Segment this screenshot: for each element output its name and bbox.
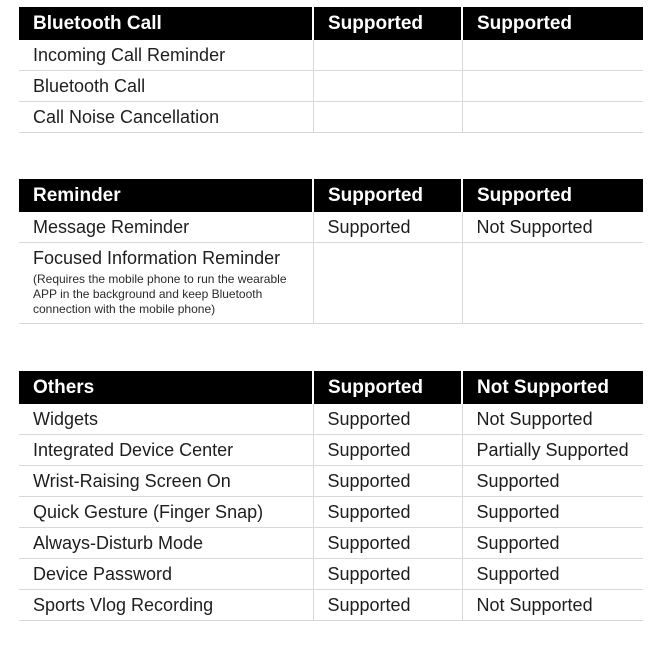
column-header: Supported — [313, 371, 462, 404]
feature-name: Quick Gesture (Finger Snap) — [19, 497, 313, 528]
others-table — [19, 371, 643, 621]
feature-name: Message Reminder — [19, 212, 313, 243]
feature-name: Integrated Device Center — [19, 435, 313, 466]
support-value — [462, 71, 643, 102]
support-value: Not Supported — [462, 212, 643, 243]
support-value — [313, 102, 462, 133]
feature-name: Wrist-Raising Screen On — [19, 466, 313, 497]
table-row — [19, 102, 643, 133]
support-value: Supported — [462, 497, 643, 528]
support-value — [462, 102, 643, 133]
feature-name-with-note — [19, 243, 313, 324]
column-header: Not Supported — [462, 371, 643, 404]
table-row — [19, 71, 643, 102]
support-value: Supported — [313, 404, 462, 435]
support-value — [313, 71, 462, 102]
feature-note: (Requires the mobile phone to run the wearable APP in the background and keep Bluetooth connection with the mobile phone) — [33, 272, 287, 316]
table-row — [19, 404, 643, 435]
column-header: Supported — [313, 179, 462, 212]
table-row — [19, 528, 643, 559]
table-row — [19, 212, 643, 243]
support-value: Supported — [313, 212, 462, 243]
support-value: Supported — [313, 466, 462, 497]
support-value — [462, 40, 643, 71]
table-row — [19, 590, 643, 621]
support-value: Partially Supported — [462, 435, 643, 466]
column-header: Supported — [462, 7, 643, 40]
support-value — [313, 243, 462, 324]
feature-name: Device Password — [19, 559, 313, 590]
support-value: Supported — [462, 466, 643, 497]
table-header-row — [19, 179, 643, 212]
reminder-table — [19, 179, 643, 324]
support-value — [462, 243, 643, 324]
table-header-row — [19, 7, 643, 40]
support-value: Supported — [313, 528, 462, 559]
column-header: Supported — [462, 179, 643, 212]
support-value: Supported — [462, 559, 643, 590]
table-row — [19, 243, 643, 324]
section-title: Others — [19, 371, 313, 404]
bluetooth-call-table — [19, 7, 643, 133]
column-header: Supported — [313, 7, 462, 40]
table-row — [19, 435, 643, 466]
support-value: Supported — [313, 435, 462, 466]
table-row — [19, 559, 643, 590]
feature-name: Bluetooth Call — [19, 71, 313, 102]
table-row — [19, 497, 643, 528]
feature-name: Call Noise Cancellation — [19, 102, 313, 133]
feature-name: Focused Information Reminder — [33, 248, 281, 268]
feature-name: Widgets — [19, 404, 313, 435]
support-value: Supported — [313, 497, 462, 528]
support-value: Supported — [313, 559, 462, 590]
feature-name: Incoming Call Reminder — [19, 40, 313, 71]
support-value: Supported — [313, 590, 462, 621]
section-title: Bluetooth Call — [19, 7, 313, 40]
support-value: Not Supported — [462, 590, 643, 621]
section-title: Reminder — [19, 179, 313, 212]
support-value: Supported — [462, 528, 643, 559]
support-value — [313, 40, 462, 71]
table-row — [19, 40, 643, 71]
feature-name: Always-Disturb Mode — [19, 528, 313, 559]
support-value: Not Supported — [462, 404, 643, 435]
feature-name: Sports Vlog Recording — [19, 590, 313, 621]
table-header-row — [19, 371, 643, 404]
table-row — [19, 466, 643, 497]
